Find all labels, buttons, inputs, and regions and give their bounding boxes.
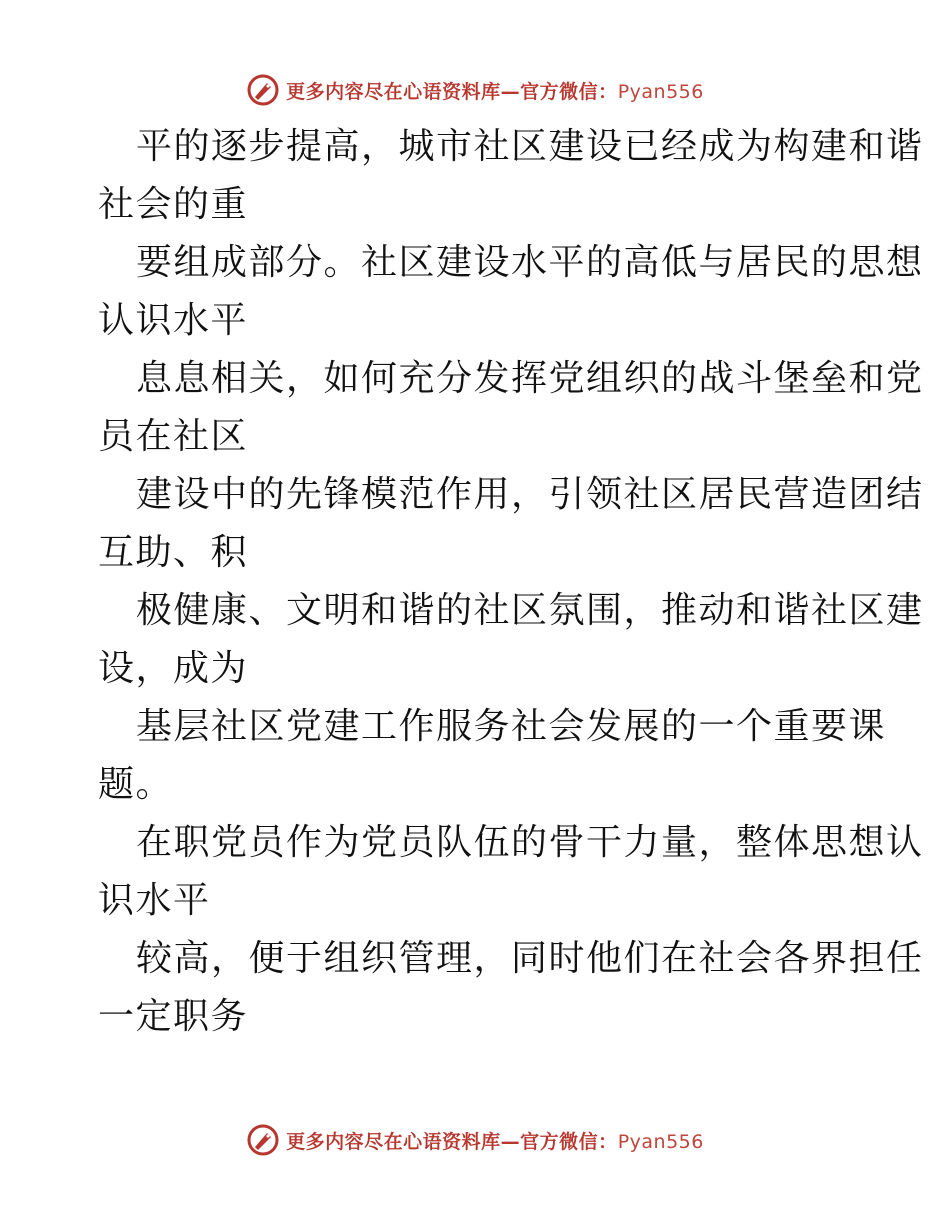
paragraph-line: 题。 (98, 764, 174, 805)
paragraph-line: 基层社区党建工作服务社会发展的一个重要课 (136, 706, 887, 747)
paragraph-line: 员在社区 (98, 416, 249, 457)
paragraph (98, 350, 924, 466)
paragraph-line: 在职党员作为党员队伍的骨干力量，整体思想认 (136, 822, 924, 863)
paragraph-line: 息息相关，如何充分发挥党组织的战斗堡垒和党 (136, 358, 924, 399)
pen-nib-circle-icon (246, 1123, 280, 1157)
watermark-text: 更多内容尽在心语资料库—官方微信：Pyan556 (286, 80, 704, 103)
paragraph (98, 930, 924, 1046)
watermark-text: 更多内容尽在心语资料库—官方微信：Pyan556 (286, 1130, 704, 1153)
paragraph-line: 社会的重 (98, 184, 249, 225)
paragraph-line: 认识水平 (98, 300, 249, 341)
paragraph-line: 平的逐步提高，城市社区建设已经成为构建和谐 (136, 126, 924, 167)
header-watermark (0, 70, 950, 110)
paragraph-line: 一定职务 (98, 996, 249, 1037)
paragraph-line: 建设中的先锋模范作用，引领社区居民营造团结 (136, 474, 924, 515)
paragraph (98, 814, 924, 930)
paragraph (98, 582, 924, 698)
paragraph-line: 互助、积 (98, 532, 249, 573)
document-body (98, 118, 924, 1046)
pen-nib-circle-icon (246, 73, 280, 107)
paragraph-line: 极健康、文明和谐的社区氛围，推动和谐社区建 (136, 590, 924, 631)
paragraph-line: 设，成为 (98, 648, 249, 689)
paragraph-line: 识水平 (98, 880, 211, 921)
paragraph (98, 118, 924, 234)
paragraph (98, 234, 924, 350)
paragraph-line: 要组成部分。社区建设水平的高低与居民的思想 (136, 242, 924, 283)
paragraph (98, 698, 887, 814)
paragraph-line: 较高，便于组织管理，同时他们在社会各界担任 (136, 938, 924, 979)
footer-watermark (0, 1120, 950, 1160)
paragraph (98, 466, 924, 582)
